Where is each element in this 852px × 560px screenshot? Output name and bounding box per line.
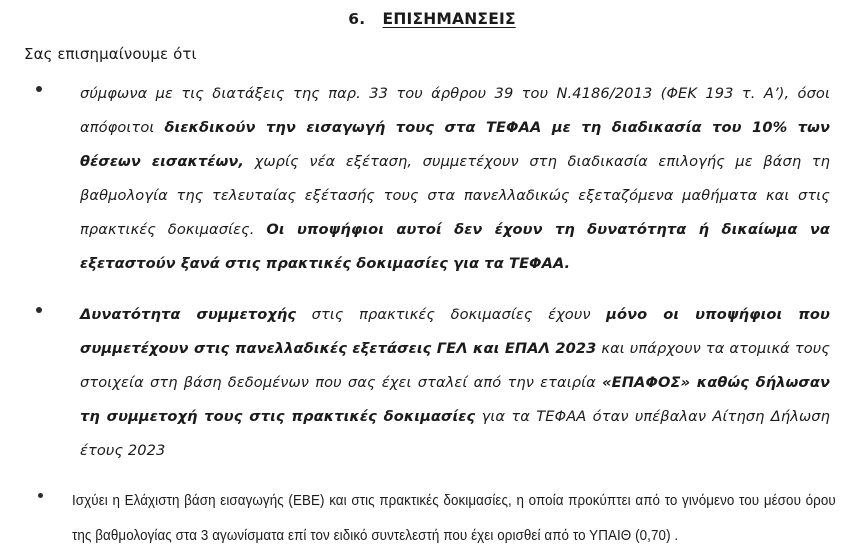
section-number: 6. — [348, 10, 366, 28]
text-run: και υπάρχουν τα ατομικά τους στοιχεία στη βάση δεδομένων που σας έχει σταλεί από την εταιρία — [80, 340, 830, 391]
bullet-point-icon — [36, 86, 42, 92]
list-item — [22, 77, 836, 281]
text-run: Δυνατότητα συμμετοχής — [80, 306, 297, 323]
section-heading — [22, 10, 836, 28]
bullet-text-2 — [80, 298, 836, 468]
intro-paragraph: Σας επισημαίνουμε ότι — [24, 45, 197, 63]
bullet-point-icon — [38, 493, 43, 498]
text-run: Οι υποψήφιοι αυτοί δεν έχουν τη δυνατότητα ή δικαίωμα να εξεταστούν ξανά στις πρακτικές δοκιμασίες για τα ΤΕΦΑΑ. — [80, 221, 830, 272]
bullet-text-3 — [72, 484, 840, 554]
text-run: σύμφωνα με τις διατάξεις της παρ. 33 του άρθρου 39 του Ν.4186/2013 (ΦΕΚ 193 τ. Α’), όσοι απόφοιτοι — [80, 85, 830, 136]
text-run: Ισχύει η Ελάχιστη βάση εισαγωγής (ΕΒΕ) και στις πρακτικές δοκιμασίες, η οποία προκύπτει από το γινόμενο του μέσου όρου της βαθμολογίας στα 3 αγωνίσματα επί τον ειδικό συντελεστή που έχει ορισθεί από το ΥΠΑΙΘ (0,70) . — [72, 493, 836, 544]
list-item — [22, 298, 836, 468]
text-run: χωρίς νέα εξέταση, συμμετέχουν στη διαδικασία επιλογής με βάση τη βαθμολογία της τελευταίας εξέτασής τους στα πανελλαδικώς εξεταζόμενα μαθήματα και στις πρακτικές δοκιμασίες. — [80, 153, 830, 238]
bullet-text-1 — [80, 77, 836, 281]
section-title: ΕΠΙΣΗΜΑΝΣΕΙΣ — [382, 10, 516, 28]
text-run: μόνο οι υποψήφιοι που συμμετέχουν στις πανελλαδικές εξετάσεις ΓΕΛ και ΕΠΑΛ 2023 — [80, 306, 830, 357]
text-run: «ΕΠΑΦΟΣ» καθώς δήλωσαν τη συμμετοχή τους στις πρακτικές δοκιμασίες — [80, 374, 830, 425]
list-item — [22, 484, 836, 554]
bullet-point-icon — [36, 307, 42, 313]
text-run: διεκδικούν την εισαγωγή τους στα ΤΕΦΑΑ με τη διαδικασία του 10% των θέσεων εισακτέων, — [80, 119, 830, 170]
text-run: στις πρακτικές δοκιμασίες έχουν — [296, 306, 607, 323]
text-run: για τα ΤΕΦΑΑ όταν υπέβαλαν Αίτηση Δήλωση έτους 2023 — [80, 408, 830, 459]
notes-bullet-list — [22, 77, 836, 554]
